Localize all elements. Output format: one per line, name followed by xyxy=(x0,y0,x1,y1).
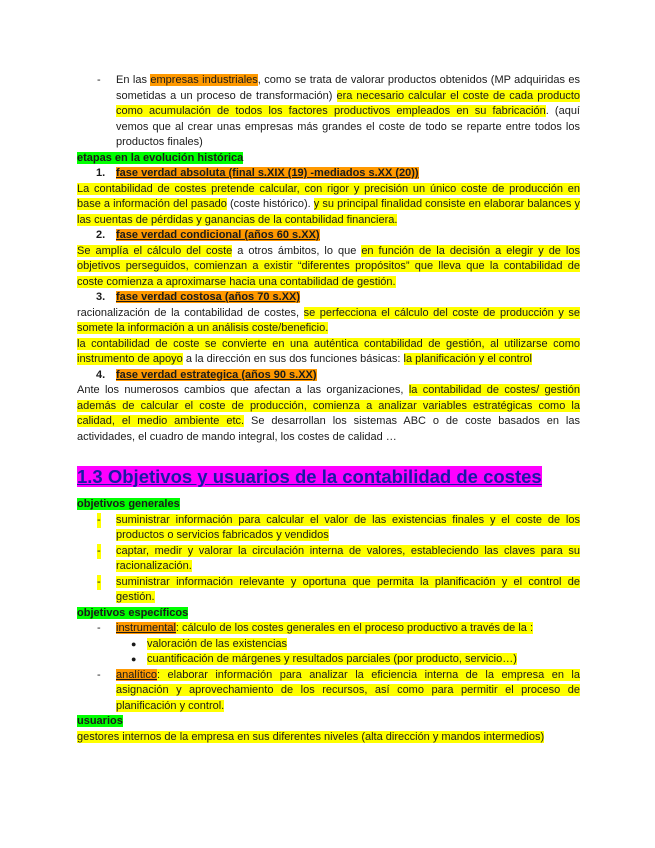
fase-3-paragraph-1 xyxy=(77,306,580,337)
fase-2-text-c: en función de la decisión a elegir y de los objetivos perseguidos, comienzan a existir “diferentes propósitos” que lleva que la contabilidad de coste comienza a aproximarse hacia una contabilidad de gestión. xyxy=(77,244,580,288)
fase-1-text-a: La contabilidad de costes pretende calcular, con rigor y precisión un único coste de producción en base a información del pasado xyxy=(77,182,580,210)
etapas-heading-row xyxy=(77,151,580,167)
intro-text-1: En las xyxy=(116,74,151,86)
fase-3-text-c: la contabilidad de coste se convierte en una auténtica contabilidad de gestión, al utilizarse como instrumento de apoyo xyxy=(77,337,580,365)
fase-3-text-b: se perfecciona el cálculo del coste de producción y se somete la información a un análisis coste/beneficio. xyxy=(77,306,580,334)
fase-2-paragraph xyxy=(77,244,580,291)
intro-highlight-coste: era necesario calcular el coste de cada producto como acumulación de todos los factores productivos empleados en su fabricación xyxy=(116,89,581,117)
analitico-text: : elaborar información para analizar la eficiencia interna de la empresa en la asignación y aprovechamiento de los recursos, así como para permitir el proceso de planificación y control. xyxy=(116,668,580,712)
especificos-heading: objetivos específicos xyxy=(77,606,189,619)
fase-4-text-a: Ante los numerosos cambios que afectan a las organizaciones, xyxy=(77,384,409,396)
intro-text-3: , como se trata de valorar productos obtenidos (MP adquiridas es sometidas a un proceso de transformación) xyxy=(116,74,580,102)
intro-bullet xyxy=(77,73,580,151)
instrumental-label: instrumental xyxy=(116,622,176,634)
dash-marker: - xyxy=(97,74,101,86)
analitico-item xyxy=(77,668,580,715)
fase-3-number: 3. xyxy=(96,291,106,303)
fase-1-heading xyxy=(77,166,580,182)
fase-3-title: fase verdad costosa (años 70 s.XX) xyxy=(116,291,301,303)
generales-heading: objetivos generales xyxy=(77,498,180,510)
instrumental-subitem-text: valoración de las existencias xyxy=(147,637,288,650)
fase-4-heading xyxy=(77,368,580,384)
instrumental-subitem xyxy=(77,652,580,668)
generales-item xyxy=(77,544,580,575)
fase-3-text-e: la planificación y el control xyxy=(403,353,532,365)
fase-4-paragraph xyxy=(77,383,580,445)
bullet-dot-icon: ● xyxy=(131,654,137,664)
dash-marker: - xyxy=(97,544,101,560)
generales-item-text: suministrar información relevante y oportuna que permita la planificación y el control de gestión. xyxy=(116,575,580,603)
etapas-heading: etapas en la evolución histórica xyxy=(77,151,244,164)
usuarios-heading: usuarios xyxy=(77,715,123,727)
instrumental-subitem xyxy=(77,637,580,653)
fase-1-paragraph xyxy=(77,182,580,229)
document-body xyxy=(77,73,580,745)
generales-heading-row xyxy=(77,497,580,513)
especificos-heading-row xyxy=(77,606,580,622)
fase-1-text-c: y su principal finalidad consiste en elaborar balances y las cuentas de pérdidas y ganancias de la contabilidad financiera. xyxy=(77,198,580,226)
usuarios-heading-row xyxy=(77,714,580,730)
fase-4-title: fase verdad estrategica (años 90 s.XX) xyxy=(116,368,317,381)
fase-3-text-a: racionalización de la contabilidad de costes, xyxy=(77,306,304,319)
usuarios-text: gestores internos de la empresa en sus diferentes niveles (alta dirección y mandos intermedios) xyxy=(77,730,545,743)
dash-marker: - xyxy=(97,622,101,634)
generales-item-text: suministrar información para calcular el valor de las existencias finales y el coste de los productos o servicios fabricados y vendidos xyxy=(116,513,580,541)
section-title: 1.3 Objetivos y usuarios de la contabilidad de costes xyxy=(77,466,542,487)
usuarios-paragraph xyxy=(77,730,580,746)
fase-4-text-c: Se desarrollan los sistemas ABC o de coste basados en las actividades, el cuadro de mando integral, los costes de calidad … xyxy=(77,415,580,443)
bullet-dot-icon: ● xyxy=(131,638,137,649)
fase-2-title: fase verdad condicional (años 60 s.XX) xyxy=(116,229,320,241)
intro-text-5: . (aquí vemos que al crear unas empresas más grandes el coste de todo se reparte entre todos los productos finales) xyxy=(116,105,580,148)
fase-2-number: 2. xyxy=(96,229,106,241)
fase-4-number: 4. xyxy=(96,368,106,381)
fase-2-heading xyxy=(77,228,580,244)
fase-2-text-a: Se amplía el cálculo del coste xyxy=(77,244,233,257)
fase-2-text-b: a otros ámbitos, lo que xyxy=(232,244,362,257)
instrumental-text: : cálculo de los costes generales en el proceso productivo a través de la : xyxy=(175,622,534,634)
generales-item xyxy=(77,575,580,606)
fase-1-title: fase verdad absoluta (final s.XIX (19) -mediados s.XX (20)) xyxy=(116,167,419,179)
instrumental-subitem-text: cuantificación de márgenes y resultados parciales (por producto, servicio…) xyxy=(147,653,517,665)
dash-marker: - xyxy=(97,668,101,681)
fase-1-number: 1. xyxy=(96,167,106,179)
dash-marker: - xyxy=(97,575,101,591)
section-heading xyxy=(77,465,580,489)
generales-item-text: captar, medir y valorar la circulación interna de valores, estableciendo las claves para su racionalización. xyxy=(116,544,580,572)
analitico-label: analítico xyxy=(116,668,157,681)
intro-highlight-empresas: empresas industriales xyxy=(150,74,258,86)
fase-3-paragraph-2 xyxy=(77,337,580,368)
instrumental-item xyxy=(77,621,580,637)
fase-3-text-d: a la dirección en sus dos funciones básicas: xyxy=(182,353,404,365)
fase-1-text-b: (coste histórico). xyxy=(226,198,314,210)
fase-3-heading xyxy=(77,290,580,306)
generales-item xyxy=(77,513,580,544)
fase-4-text-b: la contabilidad de costes/ gestión además de calcular el coste de producción, comienza a analizar variables estratégicas como la calidad, el medio ambiente etc. xyxy=(77,384,581,427)
dash-marker: - xyxy=(97,513,101,529)
